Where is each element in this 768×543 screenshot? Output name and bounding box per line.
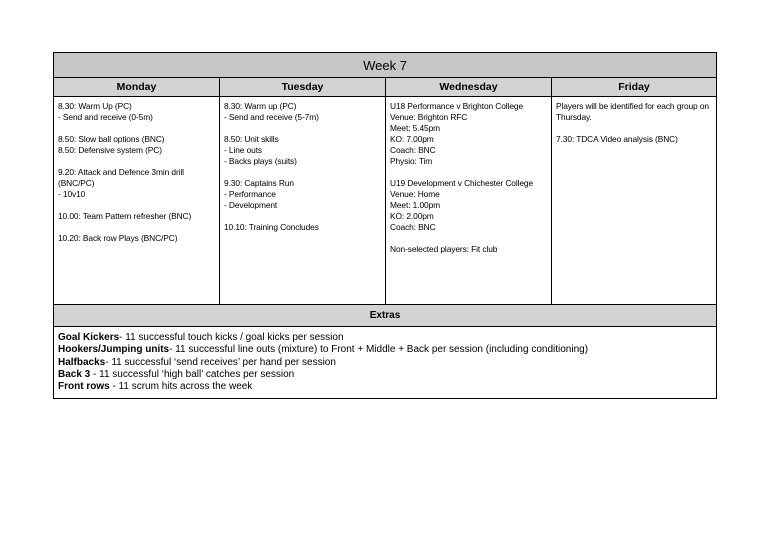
schedule-line: 8.50: Defensive system (PC): [58, 145, 162, 155]
schedule-line: Coach: BNC: [390, 222, 436, 232]
schedule-line: 7.30: TDCA Video analysis (BNC): [556, 134, 678, 144]
schedule-line: KO: 7.00pm: [390, 134, 434, 144]
extras-text: - 11 successful touch kicks / goal kicks per session: [119, 332, 344, 343]
schedule-line: - Send and receive (5-7m): [224, 112, 319, 122]
extras-item: [58, 369, 712, 381]
schedule-line: U18 Performance v Brighton College: [390, 101, 523, 111]
day-cell-friday: [552, 97, 717, 305]
extras-text: - 11 successful ‘send receives’ per hand per session: [105, 356, 336, 368]
schedule-line: Players will be identified for each group on Thursday.: [556, 101, 709, 122]
extras-item: [58, 332, 712, 344]
line-spacer: [58, 123, 216, 134]
schedule-line: Non-selected players: Fit club: [390, 244, 498, 254]
schedule-line: - Backs plays (suits): [224, 156, 297, 166]
schedule-line: Venue: Brighton RFC: [390, 112, 468, 122]
schedule-line: - Send and receive (0-5m): [58, 112, 153, 122]
schedule-line: 10.20: Back row Plays (BNC/PC): [58, 233, 178, 243]
line-spacer: [224, 211, 382, 222]
line-spacer: [224, 167, 382, 178]
schedule-line: Venue: Home: [390, 189, 440, 199]
extras-role: Front rows: [58, 381, 110, 393]
schedule-line: - Development: [224, 200, 278, 210]
day-cell-wednesday: [386, 97, 552, 305]
schedule-line: Coach: BNC: [390, 145, 436, 155]
schedule-line: 10.10: Training Concludes: [224, 222, 319, 232]
extras-text: - 11 successful ‘high ball’ catches per session: [90, 368, 295, 380]
day-cell-tuesday: [220, 97, 386, 305]
schedule-line: - Line outs: [224, 145, 263, 155]
line-spacer: [58, 200, 216, 211]
schedule-line: 8.30: Warm up (PC): [224, 101, 297, 111]
extras-role: Goal Kickers: [58, 332, 120, 343]
line-spacer: [556, 123, 713, 134]
weekly-schedule-table: [53, 52, 717, 399]
schedule-line: 9.20: Attack and Defence 3min drill (BNC/PC): [58, 167, 184, 188]
extras-cell: [54, 327, 717, 399]
schedule-line: 9.30: Captains Run: [224, 178, 294, 188]
schedule-line: Meet: 5.45pm: [390, 123, 441, 133]
schedule-line: 8.50: Slow ball options (BNC): [58, 134, 165, 144]
schedule-line: - 10v10: [58, 189, 86, 199]
schedule-line: 10.00: Team Pattern refresher (BNC): [58, 211, 192, 221]
extras-item: [58, 344, 712, 356]
day-cell-monday: [54, 97, 220, 305]
day-header-friday: Friday: [552, 78, 717, 97]
schedule-line: 8.30: Warm Up (PC): [58, 101, 132, 111]
extras-role: Hookers/Jumping units: [58, 344, 170, 356]
extras-item: [58, 381, 712, 393]
week-title: Week 7: [54, 53, 717, 78]
schedule-line: 8.50: Unit skills: [224, 134, 279, 144]
schedule-line: Meet: 1.00pm: [390, 200, 441, 210]
extras-role: Back 3: [58, 368, 91, 380]
line-spacer: [58, 222, 216, 233]
extras-header: Extras: [54, 305, 717, 327]
line-spacer: [224, 123, 382, 134]
day-header-wednesday: Wednesday: [386, 78, 552, 97]
schedule-line: KO: 2.00pm: [390, 211, 434, 221]
schedule-line: U19 Development v Chichester College: [390, 178, 534, 188]
line-spacer: [390, 167, 548, 178]
day-header-tuesday: Tuesday: [220, 78, 386, 97]
schedule-line: Physio: Tim: [390, 156, 433, 166]
day-header-monday: Monday: [54, 78, 220, 97]
line-spacer: [390, 233, 548, 244]
extras-text: - 11 successful line outs (mixture) to Front + Middle + Back per session (including conditioning): [169, 344, 589, 356]
extras-role: Halfbacks: [58, 356, 106, 368]
line-spacer: [58, 156, 216, 167]
extras-item: [58, 357, 712, 369]
extras-text: - 11 scrum hits across the week: [109, 381, 253, 393]
schedule-line: - Performance: [224, 189, 276, 199]
